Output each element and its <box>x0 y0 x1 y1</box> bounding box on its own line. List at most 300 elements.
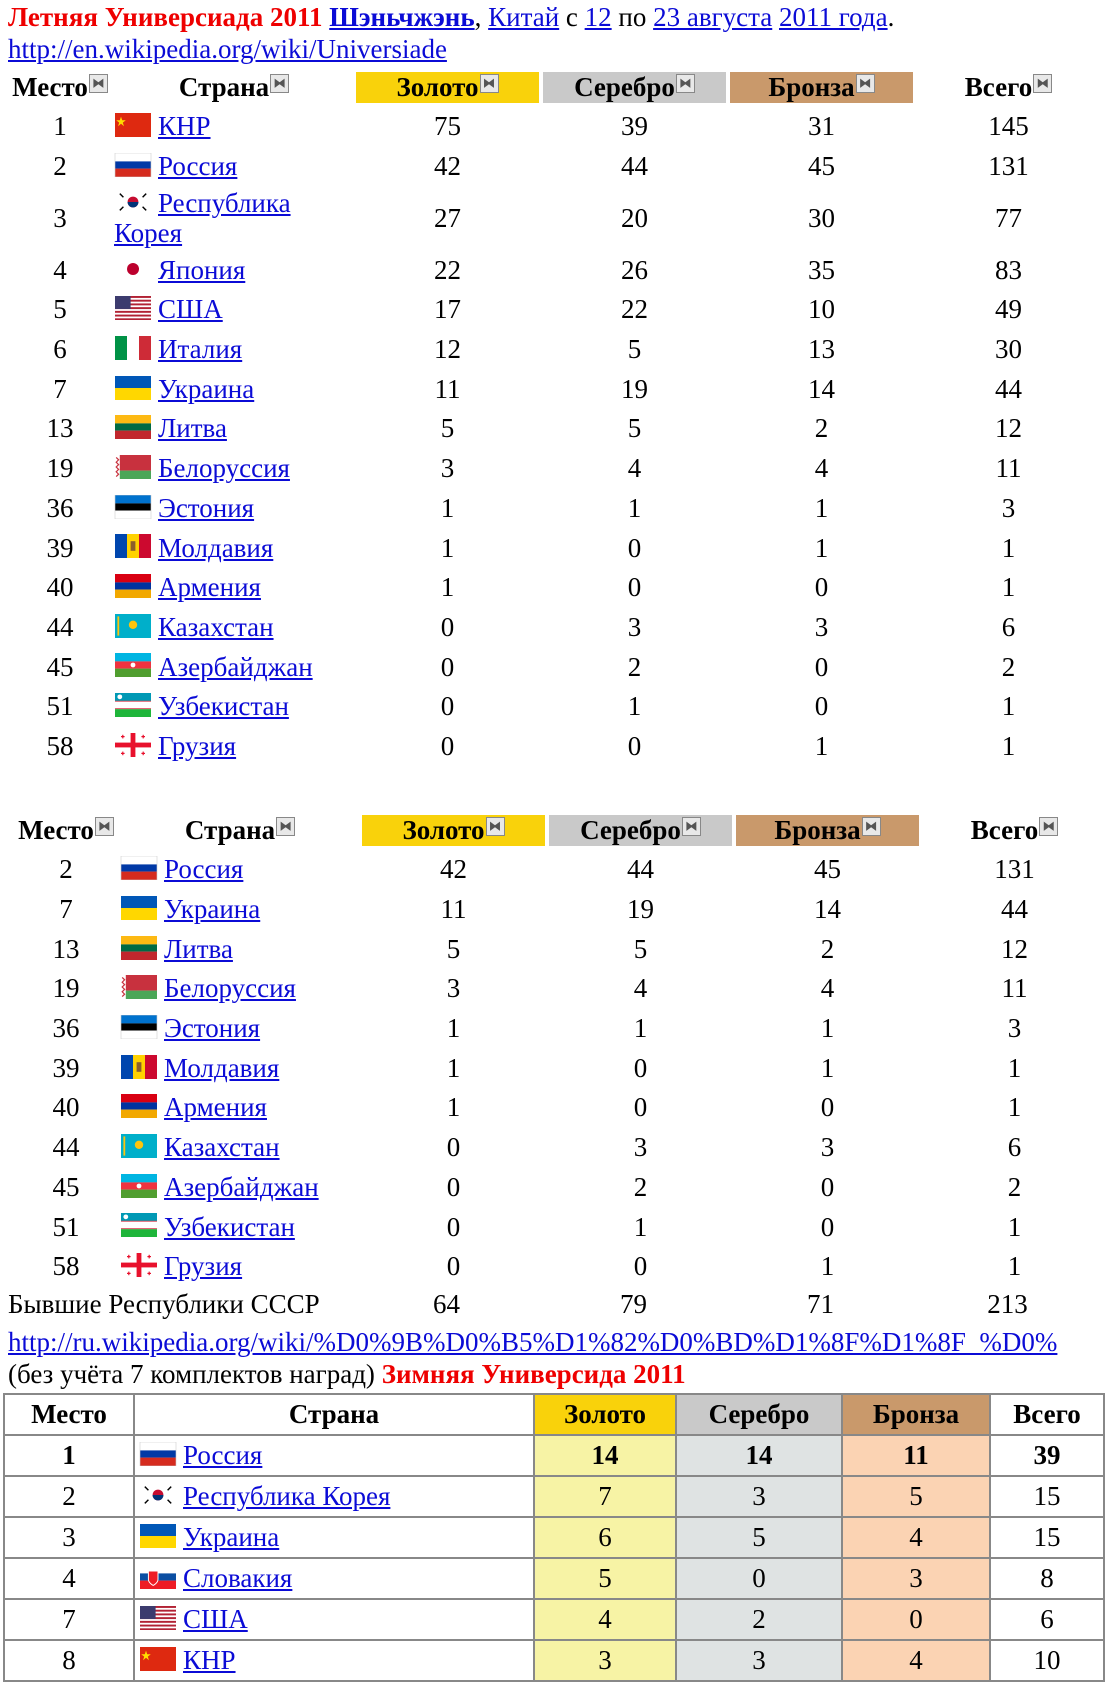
sort-icon[interactable]: ⧓ <box>856 74 875 93</box>
total-cell: 1 <box>1007 1092 1022 1123</box>
country-link[interactable]: Армения <box>164 1092 267 1123</box>
rank-cell: 6 <box>53 334 67 365</box>
header-silver[interactable]: Серебро <box>676 1394 842 1435</box>
country-link[interactable]: Белоруссия <box>164 973 296 1004</box>
bronze-cell: 1 <box>820 1013 835 1044</box>
ussr-total-label: Бывшие Республики СССР <box>8 1289 320 1319</box>
bronze-cell: 14 <box>808 373 835 404</box>
bronze-cell: 0 <box>814 651 829 682</box>
country-link[interactable]: Украина <box>158 373 255 404</box>
total-cell: 6 <box>990 1599 1104 1640</box>
country-link[interactable]: Республика Корея <box>183 1481 391 1511</box>
header-rank[interactable]: Место ⧓ <box>6 67 114 107</box>
gold-cell: 3 <box>446 973 461 1004</box>
table-row <box>6 727 1102 767</box>
korea-flag-icon <box>139 1483 177 1507</box>
winter-title: Зимняя Универсида 2011 <box>381 1359 686 1389</box>
silver-cell: 1 <box>627 492 642 523</box>
bronze-cell: 0 <box>820 1171 835 1202</box>
silver-cell: 39 <box>621 111 648 142</box>
country-cell <box>120 1009 360 1049</box>
header-country[interactable]: Страна ⧓ <box>120 810 360 850</box>
bronze-cell: 3 <box>842 1558 990 1599</box>
country-cell <box>134 1599 534 1640</box>
comma: , <box>474 2 482 32</box>
silver-cell: 0 <box>676 1558 842 1599</box>
silver-cell: 5 <box>676 1517 842 1558</box>
gold-cell: 1 <box>440 572 455 603</box>
silver-cell: 5 <box>633 933 648 964</box>
total-cell: 1 <box>1007 1211 1022 1242</box>
armenia-flag-icon <box>114 574 152 598</box>
header-country[interactable]: Страна <box>134 1394 534 1435</box>
bronze-cell: 13 <box>808 334 835 365</box>
bronze-cell: 10 <box>808 294 835 325</box>
note-text: (без учёта 7 комплектов наград) <box>8 1359 375 1389</box>
total-cell: 3 <box>1001 492 1016 523</box>
bronze-cell: 0 <box>814 691 829 722</box>
bronze-cell: 3 <box>814 611 829 642</box>
korea-flag-icon <box>114 190 152 214</box>
total-cell: 10 <box>990 1640 1104 1681</box>
country-cell <box>114 727 354 767</box>
bronze-cell: 2 <box>814 413 829 444</box>
country-cell <box>120 1168 360 1208</box>
table-row <box>12 969 1108 1009</box>
bronze-cell: 0 <box>820 1092 835 1123</box>
usa-flag-icon <box>114 296 152 320</box>
ussr-medal-table <box>12 810 1108 1287</box>
bronze-cell: 0 <box>842 1599 990 1640</box>
gold-cell: 0 <box>440 691 455 722</box>
bronze-cell: 1 <box>814 730 829 761</box>
country-cell <box>114 409 354 449</box>
en-wiki-link[interactable]: http://en.wikipedia.org/wiki/Universiade <box>8 34 447 64</box>
silver-cell: 14 <box>676 1435 842 1476</box>
total-cell: 11 <box>995 453 1022 484</box>
armenia-flag-icon <box>120 1094 158 1118</box>
gold-cell: 42 <box>440 854 467 885</box>
silver-cell: 4 <box>633 973 648 1004</box>
total-cell: 1 <box>1007 1251 1022 1282</box>
rank-cell: 5 <box>53 294 67 325</box>
rank-cell: 19 <box>52 973 80 1004</box>
rank-cell: 13 <box>46 413 74 444</box>
country-cell <box>114 107 354 147</box>
total-cell: 15 <box>990 1476 1104 1517</box>
country-cell <box>120 929 360 969</box>
georgia-flag-icon <box>114 733 152 757</box>
gold-cell: 12 <box>434 334 461 365</box>
estonia-flag-icon <box>114 495 152 519</box>
country-link[interactable]: Молдавия <box>158 532 274 563</box>
silver-cell: 3 <box>676 1640 842 1681</box>
uzbekistan-flag-icon <box>120 1213 158 1237</box>
city-link[interactable]: Шэньчжэнь <box>329 2 475 32</box>
country-link[interactable]: Узбекистан <box>158 691 289 722</box>
bronze-cell: 3 <box>820 1132 835 1163</box>
gold-cell: 1 <box>446 1092 461 1123</box>
gold-cell: 0 <box>440 611 455 642</box>
table-row <box>4 1640 1104 1681</box>
total-cell: 1 <box>1001 532 1016 563</box>
rank-cell: 7 <box>59 894 73 925</box>
country-link[interactable]: Грузия <box>158 730 237 761</box>
lithuania-flag-icon <box>114 415 152 439</box>
total-cell: 1 <box>1001 572 1016 603</box>
china-flag-icon <box>139 1647 177 1671</box>
silver-cell: 2 <box>627 651 642 682</box>
header-gold[interactable]: Золото ⧓ <box>360 810 547 850</box>
country-link[interactable]: Казахстан <box>158 611 274 642</box>
silver-cell: 0 <box>627 532 642 563</box>
country-cell <box>120 850 360 890</box>
bronze-cell: 4 <box>814 453 829 484</box>
country-link[interactable]: Узбекистан <box>164 1211 295 1242</box>
rank-cell: 13 <box>52 933 80 964</box>
table-row <box>6 647 1102 687</box>
rank-cell: 58 <box>52 1251 80 1282</box>
sort-icon[interactable]: ⧓ <box>486 817 505 836</box>
gold-cell: 42 <box>434 151 461 182</box>
country-link[interactable]: Украина <box>183 1522 280 1552</box>
total-cell: 145 <box>988 111 1029 142</box>
total-cell: 3 <box>1007 1013 1022 1044</box>
bronze-cell: 45 <box>808 151 835 182</box>
bronze-cell: 11 <box>842 1435 990 1476</box>
table-row <box>4 1599 1104 1640</box>
country-cell <box>114 568 354 608</box>
rank-cell: 39 <box>52 1052 80 1083</box>
country-link[interactable]: Азербайджан <box>164 1171 319 1202</box>
sort-icon[interactable]: ⧓ <box>276 817 295 836</box>
georgia-flag-icon <box>120 1253 158 1277</box>
winter-medal-table <box>3 1393 1105 1682</box>
country-link[interactable]: Молдавия <box>164 1052 280 1083</box>
rank-cell: 4 <box>53 254 67 285</box>
silver-cell: 1 <box>633 1013 648 1044</box>
total-cell: 30 <box>995 334 1022 365</box>
belarus-flag-icon <box>120 975 158 999</box>
bronze-cell: 0 <box>820 1211 835 1242</box>
total-cell: 8 <box>990 1558 1104 1599</box>
gold-cell: 11 <box>440 894 467 925</box>
bronze-cell: 4 <box>842 1517 990 1558</box>
country-link[interactable]: Белоруссия <box>158 453 290 484</box>
rank-cell: 58 <box>46 730 74 761</box>
sort-icon[interactable]: ⧓ <box>95 817 114 836</box>
header-bronze[interactable]: Бронза <box>842 1394 990 1435</box>
year-link[interactable]: 2011 года <box>779 2 888 32</box>
header-gold[interactable]: Золото <box>534 1394 676 1435</box>
header-silver[interactable]: Серебро ⧓ <box>547 810 734 850</box>
gold-cell: 17 <box>434 294 461 325</box>
sort-icon[interactable]: ⧓ <box>862 817 881 836</box>
day-to-link[interactable]: 23 августа <box>653 2 773 32</box>
country-cell <box>114 489 354 529</box>
gold-cell: 1 <box>440 532 455 563</box>
country-cell <box>134 1476 534 1517</box>
table-header-row <box>12 810 1108 850</box>
rank-cell: 2 <box>59 854 73 885</box>
kazakhstan-flag-icon <box>120 1134 158 1158</box>
country-cell <box>120 1048 360 1088</box>
gold-cell: 7 <box>534 1476 676 1517</box>
azerbaijan-flag-icon <box>120 1174 158 1198</box>
sort-icon[interactable]: ⧓ <box>676 74 695 93</box>
country-link[interactable]: Словакия <box>183 1563 293 1593</box>
country-link[interactable]: КНР <box>183 1645 236 1675</box>
russia-flag-icon <box>114 153 152 177</box>
rank-cell: 7 <box>53 373 67 404</box>
country-cell <box>114 687 354 727</box>
ru-wiki-link[interactable]: http://ru.wikipedia.org/wiki/%D0%9B%D0%B5%D1%82%D0%BD%D1%8F%D1%8F_%D0% <box>8 1327 1058 1357</box>
country-cell <box>114 608 354 648</box>
page-title: Летняя Универсиада 2011 <box>8 2 323 32</box>
header-bronze[interactable]: Бронза ⧓ <box>728 67 915 107</box>
silver-cell: 5 <box>627 334 642 365</box>
gold-cell: 11 <box>434 373 461 404</box>
bronze-cell: 1 <box>814 492 829 523</box>
slovakia-flag-icon <box>139 1565 177 1589</box>
table-header-row <box>6 67 1102 107</box>
bronze-cell: 4 <box>820 973 835 1004</box>
table-row <box>6 409 1102 449</box>
country-link[interactable]: Россия <box>164 854 244 885</box>
country-link[interactable]: Япония <box>158 254 246 285</box>
table-row <box>4 1517 1104 1558</box>
table-row <box>6 250 1102 290</box>
bronze-cell: 1 <box>814 532 829 563</box>
rank-cell: 40 <box>46 572 74 603</box>
country-link[interactable]: Китай <box>488 2 560 32</box>
country-cell <box>120 1207 360 1247</box>
header-gold[interactable]: Золото ⧓ <box>354 67 541 107</box>
period: . <box>887 2 895 32</box>
bronze-cell: 0 <box>814 572 829 603</box>
country-link[interactable]: Литва <box>158 413 227 444</box>
ussr-total-silver: 79 <box>620 1289 647 1319</box>
table-row <box>12 1048 1108 1088</box>
rank-cell: 45 <box>46 651 74 682</box>
gold-cell: 0 <box>440 651 455 682</box>
silver-cell: 20 <box>621 202 648 233</box>
gold-cell: 4 <box>534 1599 676 1640</box>
silver-cell: 0 <box>633 1251 648 1282</box>
header-silver[interactable]: Серебро ⧓ <box>541 67 728 107</box>
country-cell <box>134 1517 534 1558</box>
note-line <box>8 1359 686 1390</box>
rank-cell: 44 <box>52 1132 80 1163</box>
country-cell <box>114 647 354 687</box>
rank-cell: 1 <box>4 1435 134 1476</box>
country-link[interactable]: Эстония <box>158 492 255 523</box>
country-link[interactable]: Россия <box>183 1440 263 1470</box>
rank-cell: 51 <box>46 691 74 722</box>
bronze-cell: 14 <box>814 894 841 925</box>
bronze-cell: 45 <box>814 854 841 885</box>
table-row <box>12 1247 1108 1287</box>
table-row <box>6 290 1102 330</box>
country-link[interactable]: США <box>158 294 223 325</box>
country-link[interactable]: Казахстан <box>164 1132 280 1163</box>
country-link[interactable]: Эстония <box>164 1013 261 1044</box>
table-row <box>6 449 1102 489</box>
country-link[interactable]: Армения <box>158 572 261 603</box>
total-cell: 12 <box>1001 933 1028 964</box>
silver-cell: 19 <box>621 373 648 404</box>
country-cell <box>120 1247 360 1287</box>
silver-cell: 2 <box>676 1599 842 1640</box>
table-row <box>4 1435 1104 1476</box>
silver-cell: 26 <box>621 254 648 285</box>
ussr-total-bronze: 71 <box>807 1289 834 1319</box>
table-row <box>4 1476 1104 1517</box>
rank-cell: 45 <box>52 1171 80 1202</box>
sort-icon[interactable]: ⧓ <box>1033 74 1052 93</box>
total-cell: 1 <box>1001 730 1016 761</box>
table-header-row <box>4 1394 1104 1435</box>
country-link[interactable]: Республика Корея <box>114 188 291 249</box>
gold-cell: 1 <box>446 1052 461 1083</box>
total-cell: 44 <box>1001 894 1028 925</box>
table-row <box>6 107 1102 147</box>
china-flag-icon <box>114 113 152 137</box>
day-from-link[interactable]: 12 <box>584 2 612 32</box>
silver-cell: 3 <box>627 611 642 642</box>
total-cell: 2 <box>1007 1171 1022 1202</box>
rank-cell: 36 <box>52 1013 80 1044</box>
gold-cell: 0 <box>446 1211 461 1242</box>
country-link[interactable]: Грузия <box>164 1251 243 1282</box>
table-row <box>12 1128 1108 1168</box>
country-link[interactable]: Россия <box>158 151 238 182</box>
gold-cell: 0 <box>446 1132 461 1163</box>
silver-cell: 0 <box>633 1092 648 1123</box>
bronze-cell: 1 <box>820 1052 835 1083</box>
table-row <box>6 369 1102 409</box>
table-row <box>12 890 1108 930</box>
ru-url-line <box>8 1327 1057 1358</box>
russia-flag-icon <box>139 1442 177 1466</box>
country-link[interactable]: Италия <box>158 334 243 365</box>
sort-icon[interactable]: ⧓ <box>270 74 289 93</box>
rank-cell: 4 <box>4 1558 134 1599</box>
header-rank[interactable]: Место <box>4 1394 134 1435</box>
bronze-cell: 1 <box>820 1251 835 1282</box>
country-cell <box>114 147 354 187</box>
sort-icon[interactable]: ⧓ <box>1039 817 1058 836</box>
table-row <box>12 1088 1108 1128</box>
silver-cell: 2 <box>633 1171 648 1202</box>
header-total[interactable]: Всего ⧓ <box>921 810 1108 850</box>
sort-icon[interactable]: ⧓ <box>682 817 701 836</box>
silver-cell: 0 <box>633 1052 648 1083</box>
silver-cell: 1 <box>633 1211 648 1242</box>
header-bronze[interactable]: Бронза ⧓ <box>734 810 921 850</box>
bronze-cell: 31 <box>808 111 835 142</box>
italy-flag-icon <box>114 336 152 360</box>
table-row <box>6 608 1102 648</box>
country-link[interactable]: Литва <box>164 933 233 964</box>
table-row <box>12 1168 1108 1208</box>
total-cell: 1 <box>1001 691 1016 722</box>
country-cell <box>134 1435 534 1476</box>
header-total[interactable]: Всего ⧓ <box>915 67 1102 107</box>
estonia-flag-icon <box>120 1015 158 1039</box>
table-row <box>6 687 1102 727</box>
rank-cell: 40 <box>52 1092 80 1123</box>
rank-cell: 2 <box>53 151 67 182</box>
country-link[interactable]: Азербайджан <box>158 651 313 682</box>
header-total[interactable]: Всего <box>990 1394 1104 1435</box>
country-link[interactable]: Украина <box>164 894 261 925</box>
gold-cell: 0 <box>446 1171 461 1202</box>
country-cell <box>114 290 354 330</box>
azerbaijan-flag-icon <box>114 653 152 677</box>
moldova-flag-icon <box>120 1055 158 1079</box>
gold-cell: 1 <box>446 1013 461 1044</box>
gold-cell: 22 <box>434 254 461 285</box>
silver-cell: 5 <box>627 413 642 444</box>
silver-cell: 0 <box>627 572 642 603</box>
russia-flag-icon <box>120 856 158 880</box>
total-cell: 49 <box>995 294 1022 325</box>
country-cell <box>120 1088 360 1128</box>
ukraine-flag-icon <box>120 896 158 920</box>
sort-icon[interactable]: ⧓ <box>89 74 108 93</box>
country-cell <box>120 969 360 1009</box>
silver-cell: 4 <box>627 453 642 484</box>
table-row <box>12 1009 1108 1049</box>
country-cell <box>114 528 354 568</box>
country-cell <box>134 1640 534 1681</box>
gold-cell: 3 <box>440 453 455 484</box>
total-cell: 39 <box>990 1435 1104 1476</box>
silver-cell: 44 <box>627 854 654 885</box>
rank-cell: 1 <box>53 111 67 142</box>
gold-cell: 5 <box>446 933 461 964</box>
moldova-flag-icon <box>114 534 152 558</box>
table-row <box>6 528 1102 568</box>
header-country[interactable]: Страна ⧓ <box>114 67 354 107</box>
rank-cell: 39 <box>46 532 74 563</box>
sort-icon[interactable]: ⧓ <box>480 74 499 93</box>
kazakhstan-flag-icon <box>114 614 152 638</box>
ussr-total-row <box>0 1289 1118 1329</box>
silver-cell: 1 <box>627 691 642 722</box>
country-cell <box>114 369 354 409</box>
country-link[interactable]: США <box>183 1604 248 1634</box>
country-cell <box>114 449 354 489</box>
country-link[interactable]: КНР <box>158 111 211 142</box>
rank-cell: 36 <box>46 492 74 523</box>
bronze-cell: 35 <box>808 254 835 285</box>
header-rank[interactable]: Место ⧓ <box>12 810 120 850</box>
country-cell <box>120 890 360 930</box>
total-cell: 1 <box>1007 1052 1022 1083</box>
silver-cell: 3 <box>676 1476 842 1517</box>
total-cell: 44 <box>995 373 1022 404</box>
japan-flag-icon <box>114 257 152 281</box>
gold-cell: 75 <box>434 111 461 142</box>
gold-cell: 1 <box>440 492 455 523</box>
table-row <box>6 186 1102 250</box>
rank-cell: 44 <box>46 611 74 642</box>
country-cell <box>114 186 354 250</box>
table-row <box>6 147 1102 187</box>
table-row <box>12 850 1108 890</box>
